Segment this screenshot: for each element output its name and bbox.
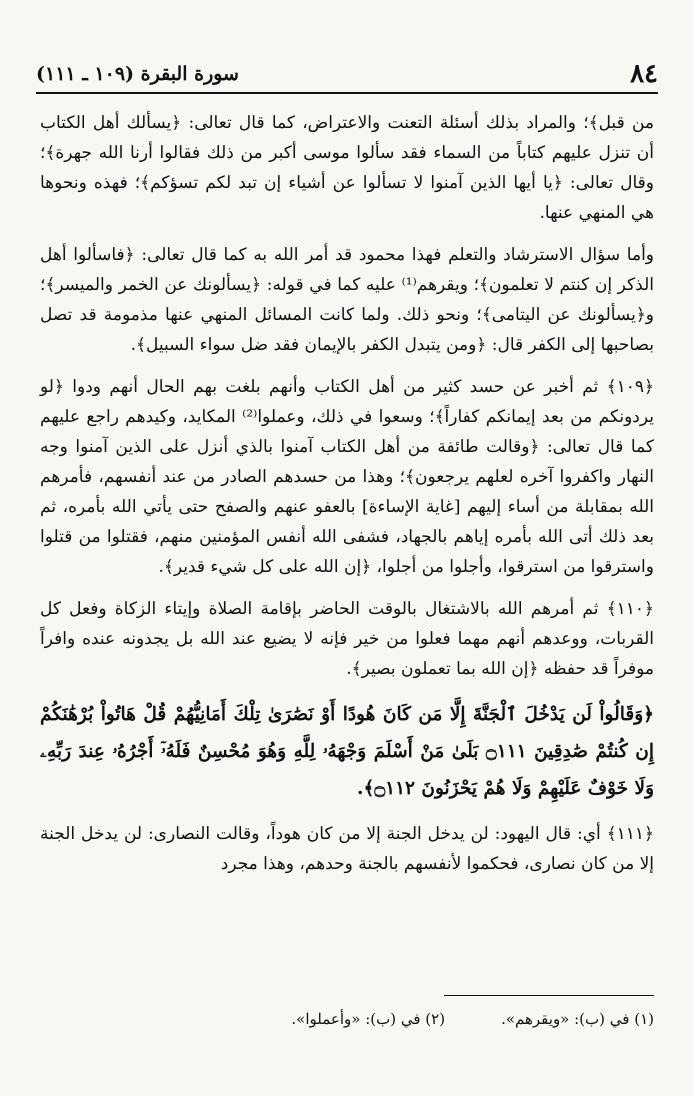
paragraph-2: وأما سؤال الاسترشاد والتعلم فهذا محمود قد أمر الله به كما قال تعالى: ﴿فاسألوا أهل الذكر إن كنتم لا تعلمون﴾؛ ويقرهم⁽¹⁾ عليه كما في قوله: ﴿يسألونك عن الخمر والميسر﴾؛ و﴿يسألونك عن اليتامى﴾؛ ونحو ذلك. ولما كانت المسائل المنهي عنها مذمومة قد تصل بصاحبها إلى الكفر قال: ﴿ومن يتبدل الكفر بالإيمان فقد ضل سواء السبيل﴾.: [40, 245, 654, 355]
surah-title: سورة البقرة (١٠٩ ـ ١١١): [36, 63, 239, 85]
footnotes: [120, 1006, 654, 1032]
quran-verse-block: ﴿وَقَالُواْ لَن يَدْخُلَ ٱلْجَنَّةَ إِلَّا مَن كَانَ هُودًا أَوْ نَصَٰرَىٰ تِلْكَ أَمَانِيُّهُمْ قُلْ هَاتُواْ بُرْهَٰنَكُمْ إِن كُنتُمْ صَٰدِقِينَ ۝١١١ بَلَىٰ مَنْ أَسْلَمَ وَجْهَهُۥ لِلَّهِ وَهُوَ مُحْسِنٌ فَلَهُۥٓ أَجْرُهُۥ عِندَ رَبِّهِۦ وَلَا خَوْفٌ عَلَيْهِمْ وَلَا هُمْ يَحْزَنُونَ ۝١١٢﴾.: [40, 704, 654, 799]
page-header: [36, 56, 658, 94]
page-body: [40, 108, 654, 891]
paragraph-5: ﴿١١١﴾ أي: قال اليهود: لن يدخل الجنة إلا من كان هوداً، وقالت النصارى: لن يدخل الجنة إلا من كان نصارى، فحكموا لأنفسهم بالجنة وحدهم، وهذا مجرد: [40, 824, 654, 874]
footnote-1: (١) في (ب): «ويقرهم».: [501, 1010, 654, 1028]
paragraph-4: ﴿١١٠﴾ ثم أمرهم الله بالاشتغال بالوقت الحاضر بإقامة الصلاة وإيتاء الزكاة وفعل كل القربات، ووعدهم أنهم مهما فعلوا من خير فإنه لا يضيع عند الله بل يجدونه عنده وافراً موفراً قد حفظه ﴿إن الله بما تعملون بصير﴾.: [40, 599, 654, 679]
footnote-divider: [444, 995, 654, 996]
footnote-2: (٢) في (ب): «وأعملوا».: [291, 1010, 446, 1028]
page-number: ٨٤: [630, 59, 658, 89]
paragraph-3: ﴿١٠٩﴾ ثم أخبر عن حسد كثير من أهل الكتاب وأنهم بلغت بهم الحال أنهم ودوا ﴿لو يردونكم من بعد إيمانكم كفاراً﴾؛ وسعوا في ذلك، وعملوا⁽²⁾ المكايد، وكيدهم راجع عليهم كما قال تعالى: ﴿وقالت طائفة من أهل الكتاب آمنوا بالذي أنزل على الذين آمنوا وجه النهار واكفروا آخره لعلهم يرجعون﴾؛ وهذا من حسدهم الصادر من عند أنفسهم، فأمرهم الله بمقابلة من أساء إليهم [غاية الإساءة] بالعفو عنهم والصفح حتى يأتي الله بأمره، ثم بعد ذلك أتى الله بأمره إياهم بالجهاد، فشفى الله أنفس المؤمنين منهم، فقتلوا من قتلوا واسترقوا من استرقوا، وأجلوا من أجلوا، ﴿إن الله على كل شيء قدير﴾.: [40, 377, 654, 577]
paragraph-1: من قبل﴾؛ والمراد بذلك أسئلة التعنت والاعتراض، كما قال تعالى: ﴿يسألك أهل الكتاب أن تنزل عليهم كتاباً من السماء فقد سألوا موسى أكبر من ذلك فقالوا أرنا الله جهرة﴾؛ وقال تعالى: ﴿يا أيها الذين آمنوا لا تسألوا عن أشياء إن تبد لكم تسؤكم﴾؛ فهذه ونحوها هي المنهي عنها.: [40, 113, 654, 223]
